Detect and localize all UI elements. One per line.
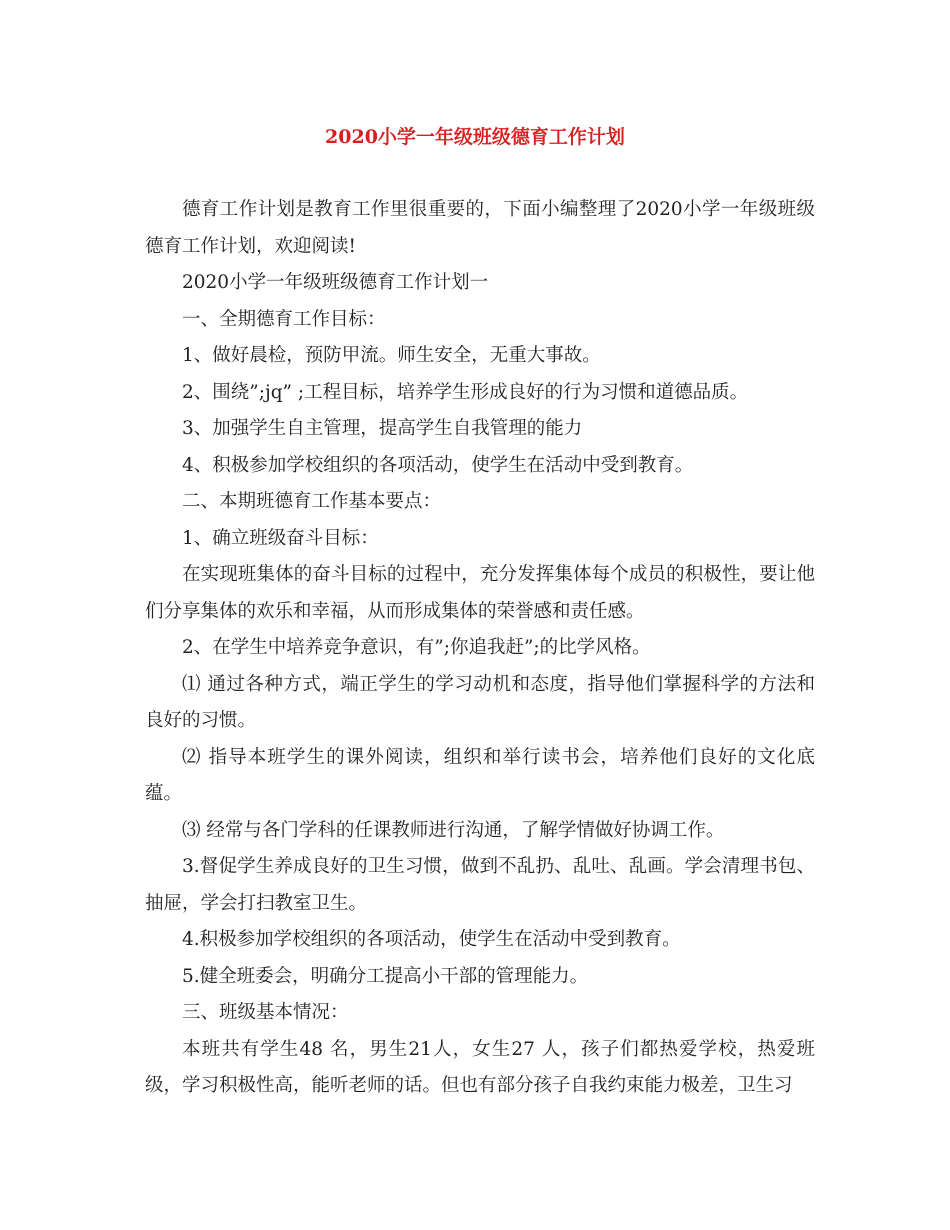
paragraph-plan-heading: 2020小学一年级班级德育工作计划一 (182, 272, 489, 293)
section-heading-class-info: 三、班级基本情况： (182, 1002, 349, 1023)
goal-item-2: 2、围绕”;jq” ;工程目标，培养学生形成良好的行为习惯和道德品质。 (182, 381, 749, 403)
key-point-2: 2、在学生中培养竞争意识，有”;你追我赶”;的比学风格。 (182, 637, 651, 658)
key-point-1: 1、确立班级奋斗目标： (182, 527, 379, 549)
section-heading-goals: 一、全期德育工作目标： (182, 308, 386, 330)
key-point-5: 5.健全班委会，明确分工提高小干部的管理能力。 (182, 965, 589, 987)
document-title: 2020小学一年级班级德育工作计划 (325, 126, 625, 148)
key-point-1-detail: 在实现班集体的奋斗目标的过程中，充分发挥集体每个成员的积极性，要让他们分享集体的欢乐和幸福，从而形成集体的荣誉感和责任感。 (145, 564, 815, 622)
key-point-2-sub-2: ⑵ 指导本班学生的课外阅读，组织和举行读书会，培养他们良好的文化底蕴。 (145, 746, 815, 804)
document-body (145, 192, 815, 1105)
key-point-3: 3.督促学生养成良好的卫生习惯，做到不乱扔、乱吐、乱画。学会清理书包、抽屉，学会打扫教室卫生。 (145, 856, 815, 914)
paragraph-intro: 德育工作计划是教育工作里很重要的，下面小编整理了2020小学一年级班级德育工作计划，欢迎阅读! (145, 199, 815, 257)
key-point-2-sub-3: ⑶ 经常与各门学科的任课教师进行沟通，了解学情做好协调工作。 (182, 819, 725, 841)
section-heading-key-points: 二、本期班德育工作基本要点： (182, 491, 442, 512)
class-info-detail: 本班共有学生48 名，男生21人，女生27 人，孩子们都热爱学校，热爱班级，学习积极性高，能听老师的话。但也有部分孩子自我约束能力极差，卫生习 (145, 1038, 815, 1096)
key-point-2-sub-1: ⑴ 通过各种方式，端正学生的学习动机和态度，指导他们掌握科学的方法和良好的习惯。 (145, 673, 815, 731)
goal-item-3: 3、加强学生自主管理，提高学生自我管理的能力 (182, 418, 583, 439)
goal-item-1: 1、做好晨检，预防甲流。师生安全，无重大事故。 (182, 345, 601, 366)
goal-item-4: 4、积极参加学校组织的各项活动，使学生在活动中受到教育。 (182, 454, 694, 476)
key-point-4: 4.积极参加学校组织的各项活动，使学生在活动中受到教育。 (182, 929, 681, 950)
